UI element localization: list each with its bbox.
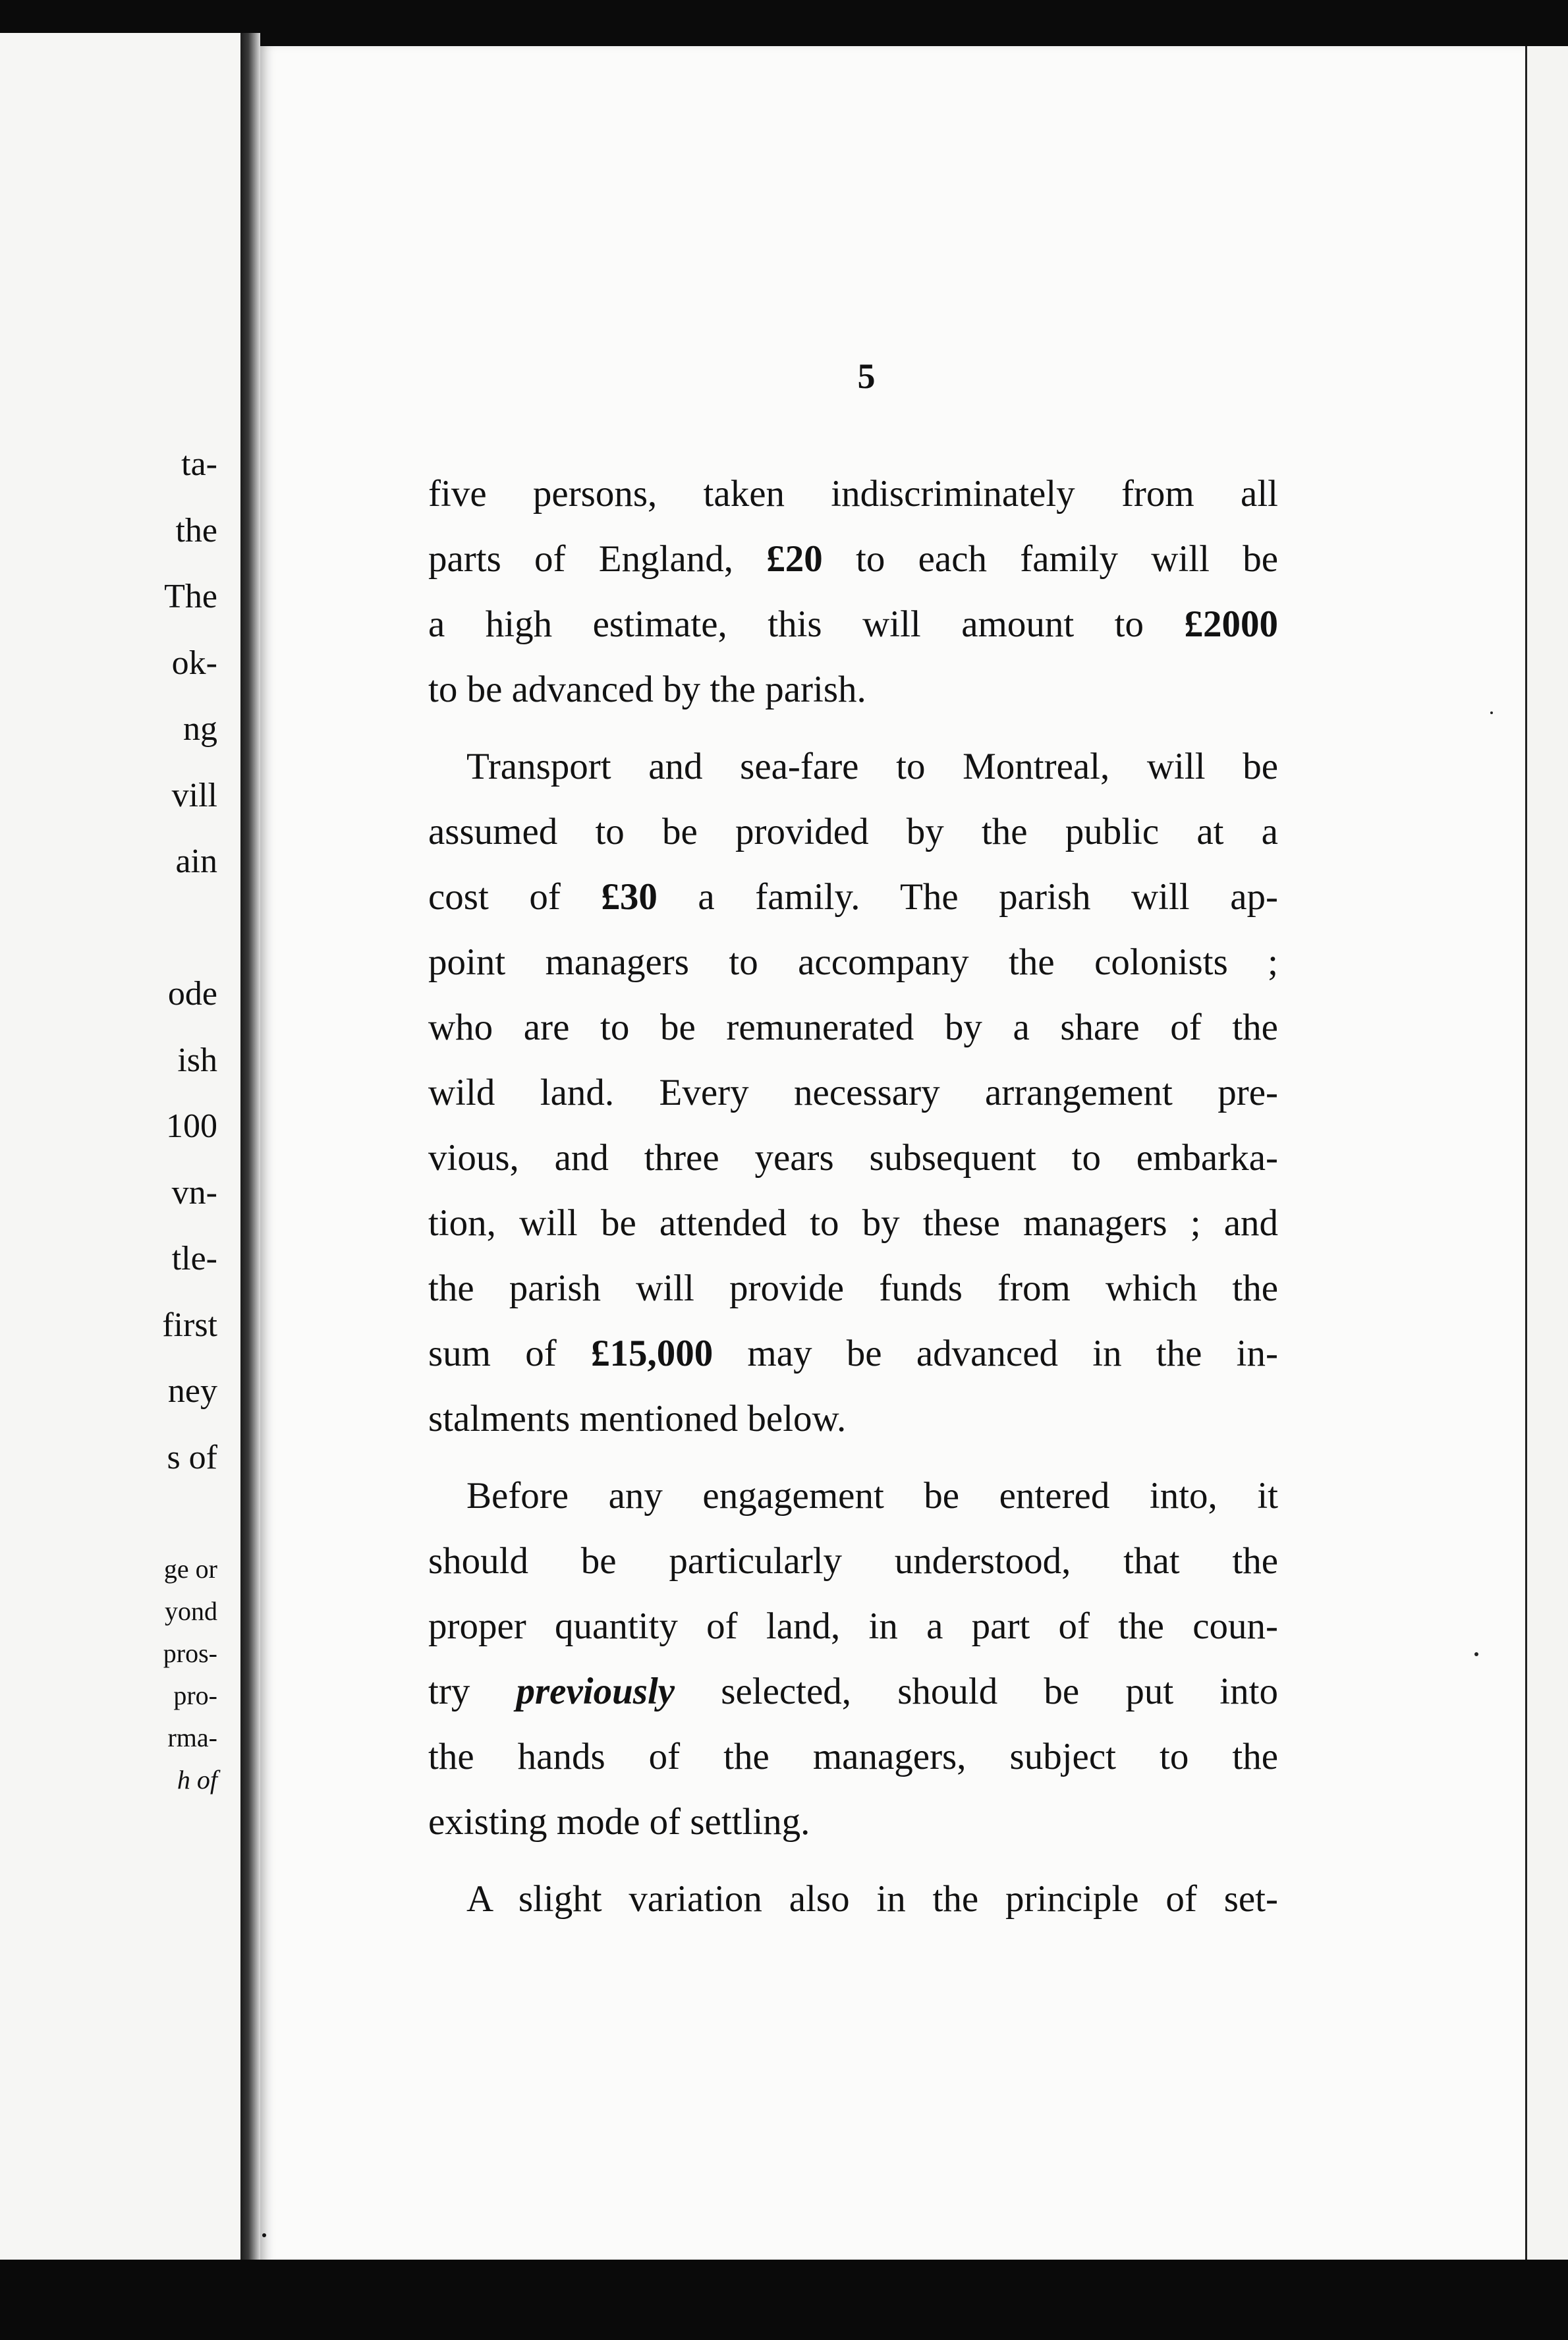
paragraph <box>428 734 1278 1451</box>
footnote-fragment: yond <box>165 1596 217 1626</box>
text-line: assumed to be provided by the public at a <box>428 811 1278 852</box>
text-line: five persons, taken indiscriminately from all <box>428 473 1278 515</box>
text-line: parts of England, £20 to each family will be <box>428 538 1279 580</box>
left-page-footnote <box>0 1548 217 1801</box>
text-line: the parish will provide funds from which the <box>428 1268 1278 1309</box>
text-line: the hands of the managers, subject to the <box>428 1736 1278 1777</box>
left-page-text <box>0 432 217 1491</box>
footnote-fragment: h of <box>177 1765 217 1795</box>
text-line: cost of £30 a family. The parish will ap- <box>428 876 1278 918</box>
scan-speck <box>1474 1652 1478 1656</box>
left-fragment: first <box>162 1306 217 1344</box>
text-line: Before any engagement be entered into, it <box>466 1475 1278 1517</box>
paragraph <box>428 1463 1278 1854</box>
left-fragment: ode <box>167 975 217 1013</box>
page-edge <box>1525 46 1568 2273</box>
text-line: to be advanced by the parish. <box>428 669 866 710</box>
footnote-fragment: ge or <box>163 1554 217 1584</box>
text-line: tion, will be attended to by these managers ; and <box>428 1202 1278 1244</box>
text-line: point managers to accompany the colonists ; <box>428 941 1278 983</box>
scan-speck <box>262 2233 266 2237</box>
left-fragment: ain <box>175 843 217 880</box>
footnote-fragment: pros- <box>163 1638 217 1668</box>
left-fragment: ta- <box>181 445 217 483</box>
left-fragment: ney <box>167 1372 217 1410</box>
left-fragment: The <box>164 578 217 615</box>
paragraph <box>428 1866 1278 1932</box>
text-line: try previously selected, should be put into <box>428 1671 1278 1712</box>
text-line: who are to be remunerated by a share of the <box>428 1007 1278 1048</box>
left-fragment: tle- <box>171 1240 217 1277</box>
text-line: Transport and sea-fare to Montreal, will be <box>466 746 1278 787</box>
left-fragment: ok- <box>171 644 217 682</box>
book-gutter <box>240 33 260 2260</box>
left-fragment: the <box>175 511 217 549</box>
left-fragment: vill <box>171 776 217 814</box>
left-fragment <box>0 895 217 962</box>
text-line: should be particularly understood, that the <box>428 1540 1278 1582</box>
scan-speck <box>1490 711 1493 714</box>
text-line: stalments mentioned below. <box>428 1398 847 1439</box>
left-fragment: ng <box>183 710 217 748</box>
text-line: proper quantity of land, in a part of the coun- <box>428 1605 1278 1647</box>
left-fragment: ish <box>177 1041 217 1079</box>
left-fragment: 100 <box>166 1107 217 1145</box>
text-line: a high estimate, this will amount to £2000 <box>428 603 1278 645</box>
text-line: existing mode of settling. <box>428 1801 810 1843</box>
text-line: vious, and three years subsequent to embarka- <box>428 1137 1278 1179</box>
scan-bottom-edge <box>0 2260 1568 2340</box>
left-fragment: vn- <box>171 1173 217 1212</box>
page-body <box>428 461 1278 1943</box>
text-line: sum of £15,000 may be advanced in the in- <box>428 1333 1278 1374</box>
page-number: 5 <box>857 356 876 396</box>
text-line: A slight variation also in the principle of set- <box>466 1878 1278 1920</box>
text-line: wild land. Every necessary arrangement pre- <box>428 1072 1278 1113</box>
footnote-fragment: pro- <box>173 1681 217 1710</box>
paragraph <box>428 461 1278 722</box>
left-fragment: s of <box>167 1438 217 1476</box>
footnote-fragment: rma- <box>167 1723 217 1752</box>
